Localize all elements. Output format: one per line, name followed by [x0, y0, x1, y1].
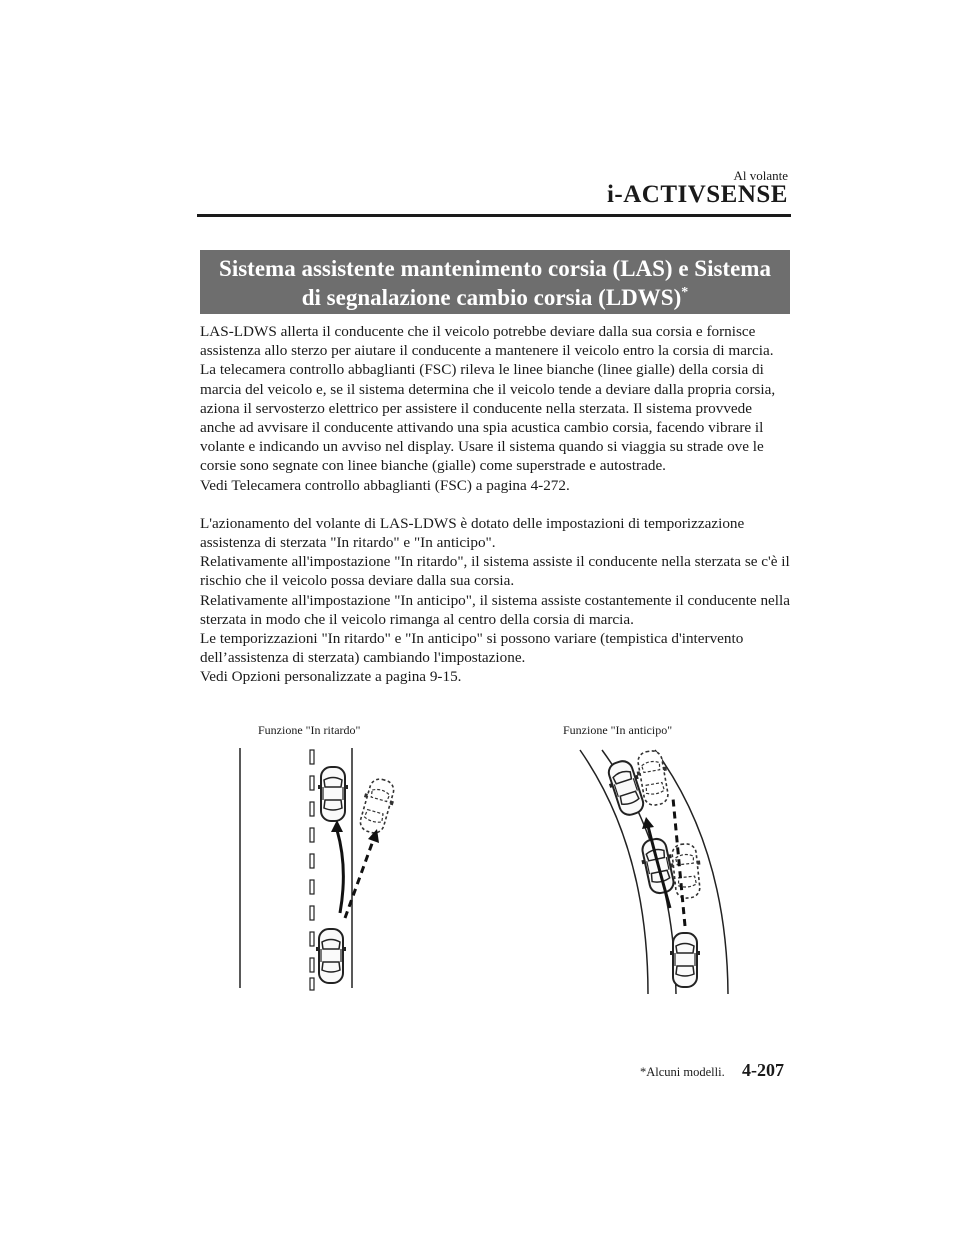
deviated-car-ghost — [355, 776, 399, 836]
late-scene — [240, 748, 399, 990]
paragraph: Relativamente all'impostazione "In ritardo", il sistema assiste il conducente nella sterzata se c'è il rischio che il veicolo possa deviare dalla sua corsia. — [200, 553, 790, 590]
early-scene — [580, 749, 728, 994]
assisted-path-arrow — [337, 830, 343, 913]
section-title: i-ACTIVSENSE — [606, 181, 788, 208]
banner-title-line1: Sistema assistente mantenimento corsia (LAS) e Sistema — [219, 256, 771, 281]
paragraph: L'azionamento del volante di LAS-LDWS è dotato delle impostazioni di temporizzazione assistenza di sterzata "In ritardo" e "In anticipo". — [200, 514, 745, 552]
section-banner — [200, 250, 790, 314]
banner-title-line2-wrap — [200, 283, 790, 312]
ghost-car-mid — [668, 843, 703, 900]
corrected-car — [318, 767, 348, 821]
banner-title-line2: di segnalazione cambio corsia (LDWS) — [301, 285, 682, 310]
header-rule — [197, 214, 791, 217]
paragraph-reference: Vedi Opzioni personalizzate a pagina 9-15. — [200, 668, 462, 686]
banner-asterisk: * — [681, 285, 689, 300]
chapter-label: Al volante — [733, 168, 788, 183]
paragraph: Le temporizzazioni "In ritardo" e "In anticipo" si possono variare (tempistica d'intervento dell’assistenza di sterzata) cambiando l'impostazione. — [200, 630, 744, 667]
paragraph-reference: Vedi Telecamera controllo abbaglianti (FSC) a pagina 4-272. — [200, 476, 570, 494]
paragraph-gap — [200, 495, 790, 514]
drift-path-arrow — [345, 838, 374, 918]
lane-marker-dashes — [310, 750, 314, 990]
paragraph: Relativamente all'impostazione "In anticipo", il sistema assiste costantemente il conducente nella sterzata in modo che il veicolo rimanga al centro della corsia di marcia. — [200, 591, 790, 628]
caption-early: Funzione "In anticipo" — [563, 723, 673, 737]
body-text — [200, 322, 790, 687]
start-car-curve — [670, 933, 700, 987]
caption-late: Funzione "In ritardo" — [258, 723, 361, 737]
paragraph: La telecamera controllo abbaglianti (FSC) rileva le linee bianche (linee gialle) della corsia di marcia del veicolo e, se il sistema determina che il veicolo tende a deviare dalla propria corsia, aziona il servosterzo elettrico per assistere il conducente nella sterzata. Il sistema provvede anche ad avvisare il conducente attivando una spia acustica cambio corsia, facendo vibrare il volante e indicando un avviso nel display. Usare il sistema quando si viaggia su strade ove le corsie sono segnate con linee bianche (gialle) come superstrade e autostrade. — [200, 361, 776, 475]
models-footnote: *Alcuni modelli. — [640, 1065, 725, 1079]
lane-assist-illustration — [230, 738, 750, 1000]
page-number: 4-207 — [742, 1060, 784, 1080]
paragraph: LAS-LDWS allerta il conducente che il veicolo potrebbe deviare dalla sua corsia e fornisce assistenza allo sterzo per aiutare il conducente a mantenere il veicolo entro la corsia di marcia. — [200, 323, 774, 360]
start-car — [316, 929, 346, 983]
